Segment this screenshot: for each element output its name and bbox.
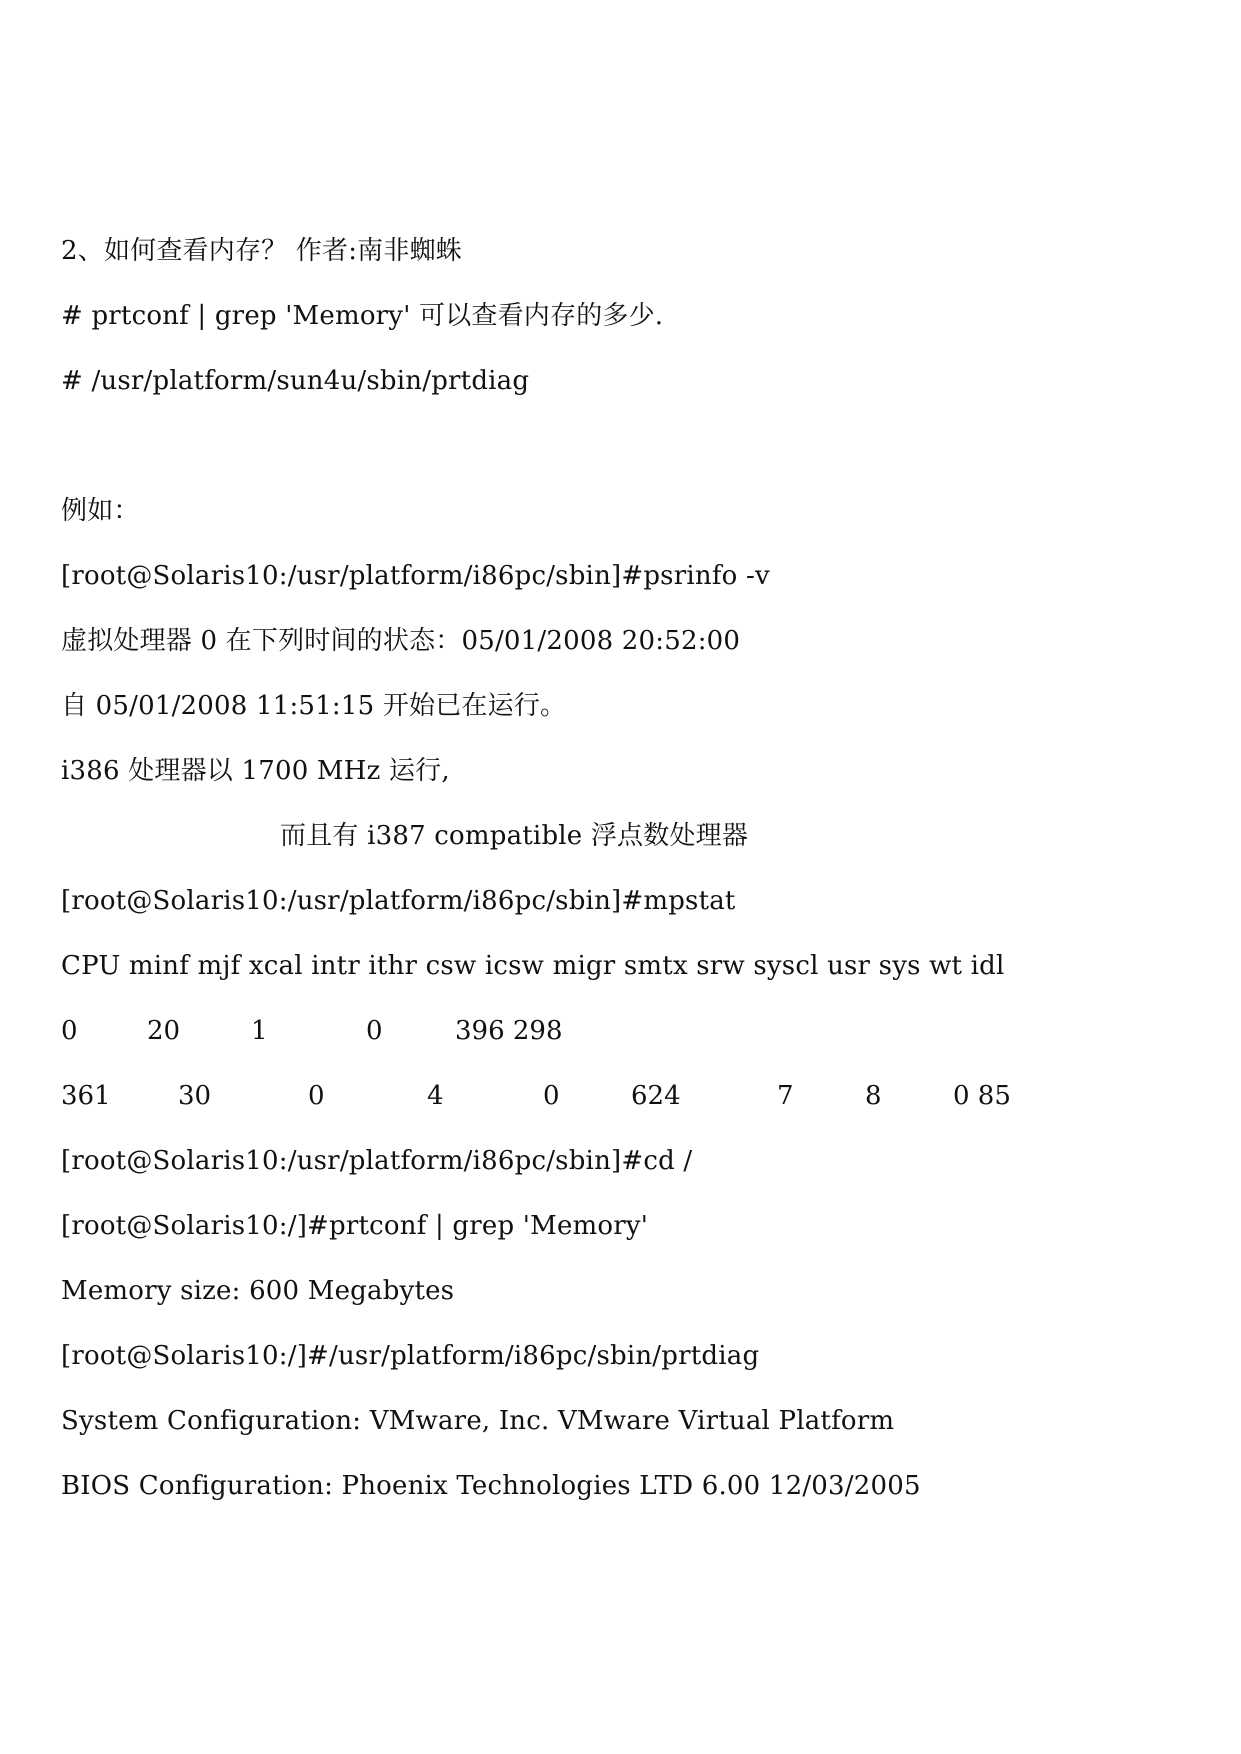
- psrinfo-uptime-line: 自 05/01/2008 11:51:15 开始已在运行。: [61, 691, 567, 721]
- mpstat-prompt: [root@Solaris10:/usr/platform/i86pc/sbin]#mpstat: [61, 886, 736, 916]
- mpstat-cell: 0: [366, 1016, 383, 1046]
- mpstat-cell: 30: [178, 1081, 212, 1111]
- mpstat-cell: 1: [251, 1016, 268, 1046]
- memory-size-output: Memory size: 600 Megabytes: [61, 1276, 455, 1306]
- bios-configuration-output: BIOS Configuration: Phoenix Technologies LTD 6.00 12/03/2005: [61, 1471, 921, 1501]
- psrinfo-fpu-line: 而且有 i387 compatible 浮点数处理器: [280, 821, 749, 851]
- mpstat-cell: 396 298: [455, 1016, 563, 1046]
- system-configuration-output: System Configuration: VMware, Inc. VMware Virtual Platform: [61, 1406, 895, 1436]
- command-prtconf: # prtconf | grep 'Memory' 可以查看内存的多少.: [61, 301, 664, 331]
- prtconf-prompt: [root@Solaris10:/]#prtconf | grep 'Memory': [61, 1211, 649, 1241]
- mpstat-cell: 0: [543, 1081, 560, 1111]
- mpstat-cell: 8: [865, 1081, 882, 1111]
- mpstat-cell: 20: [147, 1016, 181, 1046]
- command-prtdiag: # /usr/platform/sun4u/sbin/prtdiag: [61, 366, 530, 396]
- cd-prompt: [root@Solaris10:/usr/platform/i86pc/sbin]#cd /: [61, 1146, 693, 1176]
- section-heading: 2、如何查看内存？ 作者:南非蜘蛛: [61, 236, 462, 266]
- example-label: 例如：: [61, 496, 140, 526]
- psrinfo-speed-line: i386 处理器以 1700 MHz 运行,: [61, 756, 450, 786]
- mpstat-cell: 0 85: [953, 1081, 1011, 1111]
- mpstat-cell: 7: [777, 1081, 794, 1111]
- psrinfo-prompt: [root@Solaris10:/usr/platform/i86pc/sbin]#psrinfo -v: [61, 561, 770, 591]
- prtdiag-prompt: [root@Solaris10:/]#/usr/platform/i86pc/sbin/prtdiag: [61, 1341, 760, 1371]
- mpstat-cell: 0: [61, 1016, 78, 1046]
- mpstat-cell: 0: [308, 1081, 325, 1111]
- psrinfo-status-line: 虚拟处理器 0 在下列时间的状态：05/01/2008 20:52:00: [61, 626, 741, 656]
- mpstat-header: CPU minf mjf xcal intr ithr csw icsw migr smtx srw syscl usr sys wt idl: [61, 951, 1005, 981]
- mpstat-cell: 361: [61, 1081, 111, 1111]
- mpstat-cell: 4: [427, 1081, 444, 1111]
- mpstat-cell: 624: [631, 1081, 681, 1111]
